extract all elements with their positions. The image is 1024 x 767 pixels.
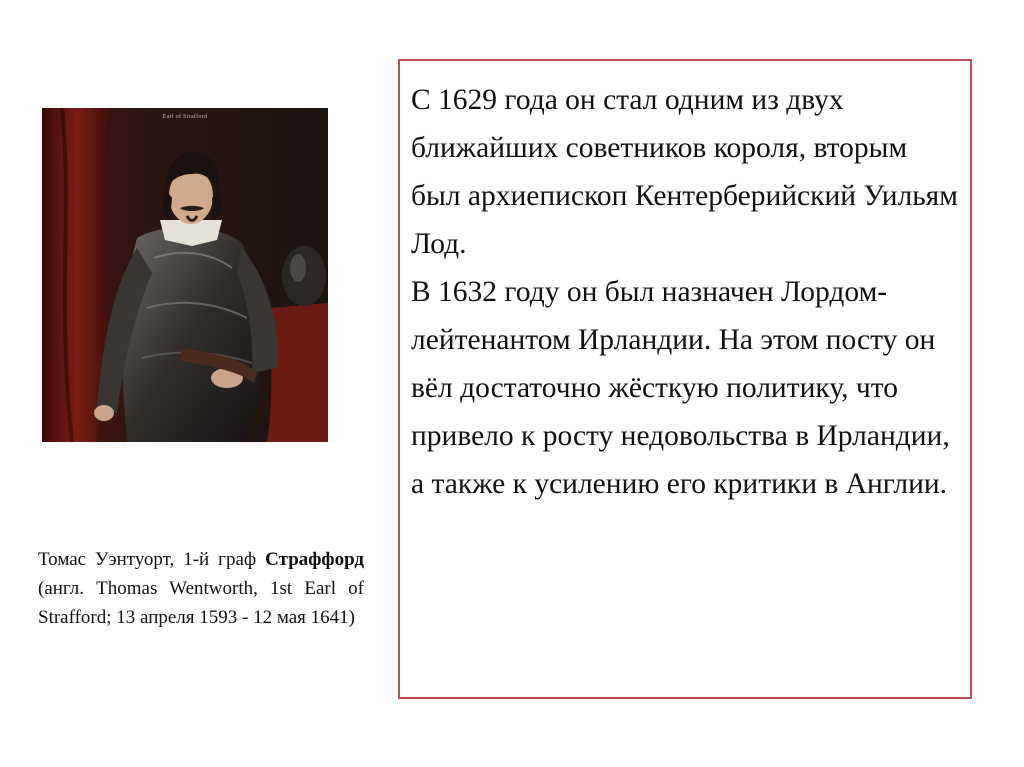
- portrait-plaque-text: Earl of Strafford: [162, 114, 208, 120]
- biography-paragraph-1: С 1629 года он стал одним из двух ближайших советников короля, вторым был архиепископ Кентерберийский Уильям Лод.: [411, 84, 958, 260]
- portrait-caption: [38, 545, 364, 632]
- biography-text-box: [398, 59, 972, 699]
- caption-text-start: Томас Уэнтуорт, 1-й граф: [38, 549, 266, 570]
- portrait-painting: [42, 108, 328, 442]
- caption-text-end: (англ. Thomas Wentworth, 1st Earl of Strafford; 13 апреля 1593 - 12 мая 1641): [38, 578, 364, 628]
- biography-text: [411, 76, 963, 508]
- caption-bold-name: Страффорд: [265, 549, 364, 570]
- biography-paragraph-2: В 1632 году он был назначен Лордом-лейтенантом Ирландии. На этом посту он вёл достаточно жёсткую политику, что привело к росту недовольства в Ирландии, а также к усилению его критики в Англии.: [411, 276, 950, 500]
- portrait-image: [42, 108, 328, 442]
